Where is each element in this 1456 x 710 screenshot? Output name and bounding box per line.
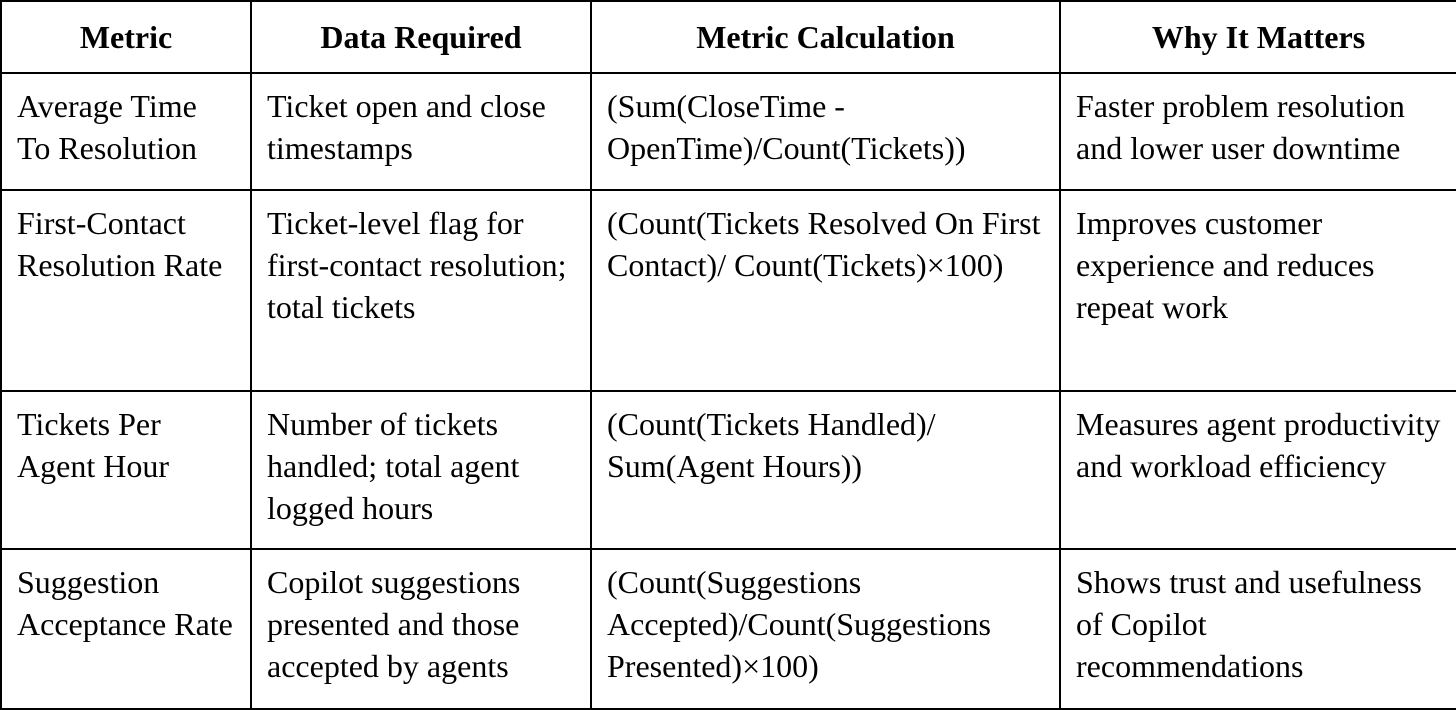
- cell-calculation: (Count(Suggestions Accepted)/Count(Suggestions Presented)×100): [591, 549, 1060, 709]
- cell-metric: Average Time To Resolution: [1, 73, 251, 190]
- cell-calculation: (Count(Tickets Resolved On First Contact)/ Count(Tickets)×100): [591, 190, 1060, 391]
- cell-why: Measures agent productivity and workload efficiency: [1060, 391, 1456, 549]
- header-metric-calculation: Metric Calculation: [591, 1, 1060, 73]
- cell-why: Faster problem resolution and lower user downtime: [1060, 73, 1456, 190]
- header-data-required: Data Required: [251, 1, 591, 73]
- header-metric: Metric: [1, 1, 251, 73]
- table-row: [1, 549, 1456, 709]
- cell-why: Shows trust and usefulness of Copilot recommendations: [1060, 549, 1456, 709]
- cell-calculation: (Count(Tickets Handled)/ Sum(Agent Hours)): [591, 391, 1060, 549]
- table-header-row: [1, 1, 1456, 73]
- cell-why: Improves customer experience and reduces repeat work: [1060, 190, 1456, 391]
- cell-metric: Tickets Per Agent Hour: [1, 391, 251, 549]
- cell-data-required: Ticket-level flag for first-contact resolution; total tickets: [251, 190, 591, 391]
- cell-data-required: Number of tickets handled; total agent logged hours: [251, 391, 591, 549]
- table-row: [1, 190, 1456, 391]
- cell-metric: First-Contact Resolution Rate: [1, 190, 251, 391]
- cell-metric: Suggestion Acceptance Rate: [1, 549, 251, 709]
- cell-calculation: (Sum(CloseTime - OpenTime)/Count(Tickets)): [591, 73, 1060, 190]
- table-row: [1, 73, 1456, 190]
- cell-data-required: Ticket open and close timestamps: [251, 73, 591, 190]
- header-why-it-matters: Why It Matters: [1060, 1, 1456, 73]
- table-row: [1, 391, 1456, 549]
- cell-data-required: Copilot suggestions presented and those accepted by agents: [251, 549, 591, 709]
